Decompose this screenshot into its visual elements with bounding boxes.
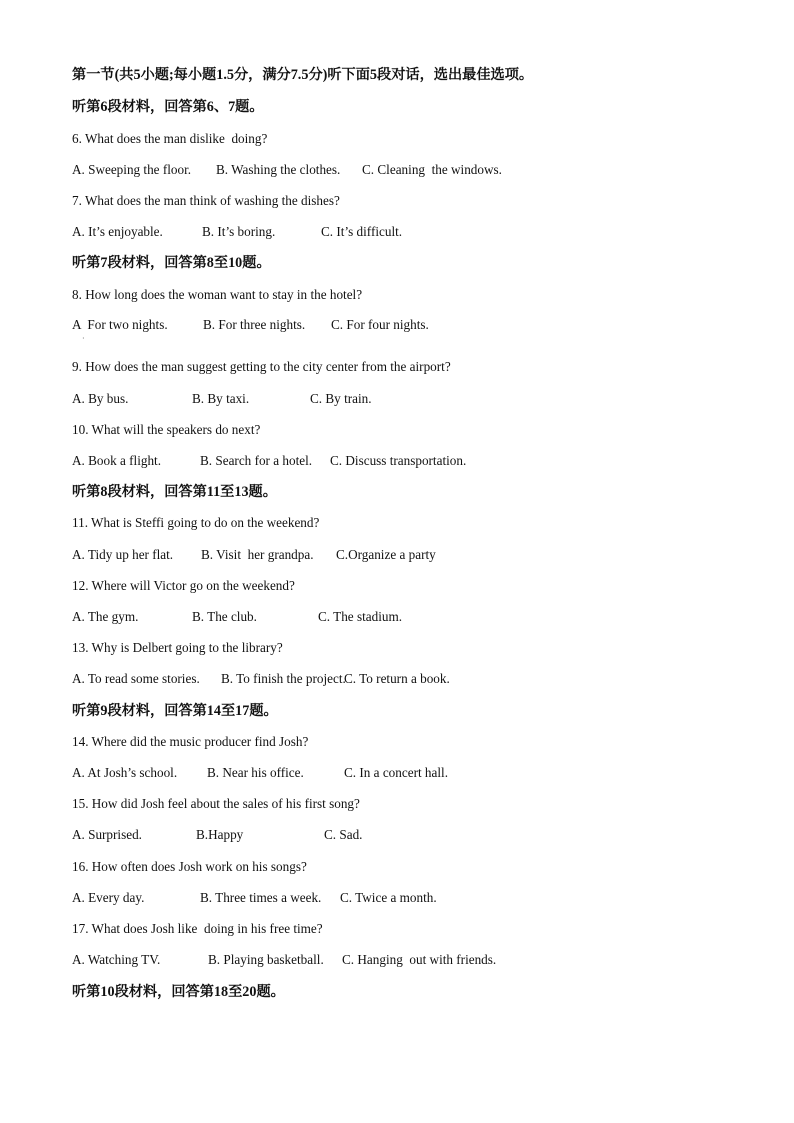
group-heading: 听第9段材料，回答第14至17题。 [72,703,278,719]
option-c: C.Organize a party [336,547,436,562]
group-heading: 听第10段材料，回答第18至20题。 [72,984,285,1000]
option-b: B. It’s boring. [202,224,276,239]
option-b: B. For three nights. [203,317,306,332]
option-b: B. Visit her grandpa. [201,547,314,562]
option-c: C. It’s difficult. [321,224,403,239]
group-heading: 听第7段材料，回答第8至10题。 [72,255,271,271]
option-a: A. It’s enjoyable. [72,224,163,239]
option-b: B. To finish the project. [221,671,346,686]
question-text: 11. What is Steffi going to do on the weekend? [72,515,320,530]
question-text: 16. How often does Josh work on his songs? [72,859,307,874]
option-c: C. To return a book. [344,671,450,686]
option-c: C. Cleaning the windows. [362,162,502,177]
question-text: 10. What will the speakers do next? [72,422,261,437]
question-text: 13. Why is Delbert going to the library? [72,640,283,655]
group-heading: 听第6段材料，回答第6、7题。 [72,99,264,115]
option-b: B. The club. [192,609,257,624]
option-a: A. Every day. [72,890,145,905]
option-a: A. Sweeping the floor. [72,162,192,177]
question-text: 9. How does the man suggest getting to the city center from the airport? [72,359,451,374]
option-a: A. The gym. [72,609,139,624]
question-text: 6. What does the man dislike doing? [72,131,268,146]
option-c: C. Hanging out with friends. [342,952,497,967]
option-c: C. In a concert hall. [344,765,448,780]
option-a: A. At Josh’s school. [72,765,178,780]
option-b: B. Washing the clothes. [216,162,341,177]
option-b: B. Near his office. [207,765,304,780]
question-text: 12. Where will Victor go on the weekend? [72,578,295,593]
option-c: C. Twice a month. [340,890,437,905]
question-text: 14. Where did the music producer find Josh? [72,734,309,749]
question-text: 15. How did Josh feel about the sales of his first song? [72,796,360,811]
option-c: C. Discuss transportation. [330,453,467,468]
option-a: A. Tidy up her flat. [72,547,174,562]
question-text: 8. How long does the woman want to stay in the hotel? [72,287,363,302]
option-a: A. Surprised. [72,827,142,842]
option-b: B.Happy [196,827,244,842]
option-a: A. Book a flight. [72,453,162,468]
option-c: C. For four nights. [331,317,429,332]
option-b: B. Search for a hotel. [200,453,313,468]
option-a: A. To read some stories. [72,671,200,686]
question-text: 7. What does the man think of washing the dishes? [72,193,340,208]
option-c: C. Sad. [324,827,363,842]
section-header: 第一节(共5小题;每小题1.5分，满分7.5分)听下面5段对话，选出最佳选项。 [72,67,534,83]
stray-dot: · [82,334,85,343]
option-a: A. By bus. [72,391,129,406]
option-c: C. By train. [310,391,372,406]
option-b: B. Playing basketball. [208,952,324,967]
option-b: B. Three times a week. [200,890,322,905]
option-a: A For two nights. [72,317,168,332]
group-heading: 听第8段材料，回答第11至13题。 [72,484,277,500]
option-b: B. By taxi. [192,391,250,406]
question-text: 17. What does Josh like doing in his free time? [72,921,323,936]
option-a: A. Watching TV. [72,952,161,967]
option-c: C. The stadium. [318,609,403,624]
